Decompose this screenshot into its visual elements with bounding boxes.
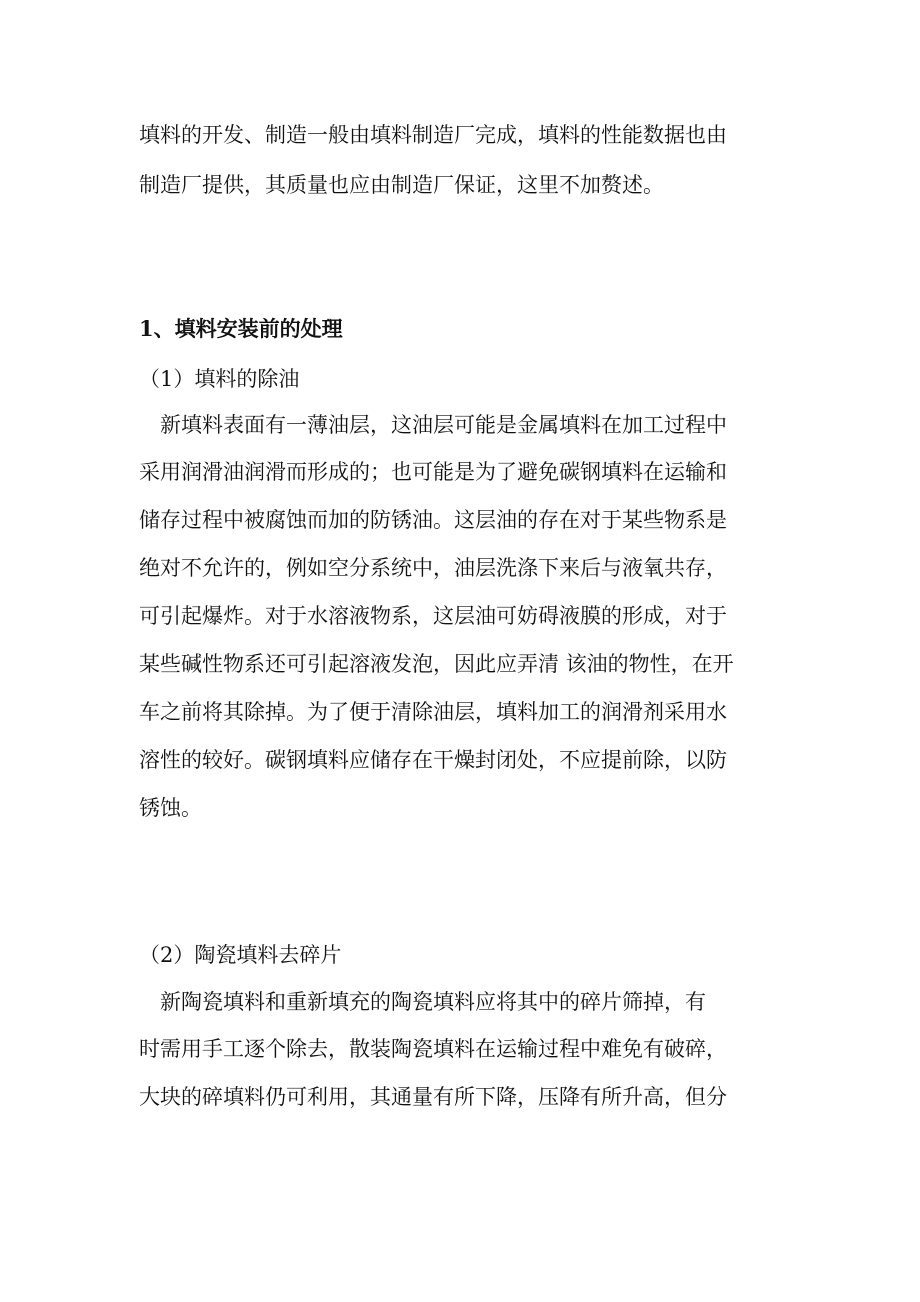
paragraph-line: 可引起爆炸。对于水溶液物系，这层油可妨碍液膜的形成，对于 [139, 604, 727, 628]
intro-line-2: 制造厂提供，其质量也应由制造厂保证，这里不加赘述。 [139, 173, 664, 197]
subsection-title-degreasing: （1）填料的除油 [139, 367, 300, 391]
paragraph-line: 时需用手工逐个除去，散装陶瓷填料在运输过程中难免有破碎， [139, 1037, 727, 1061]
paragraph-line: 锈蚀。 [139, 796, 202, 820]
paragraph-line: 某些碱性物系还可引起溶液发泡，因此应弄清 该油的物性，在开 [139, 652, 734, 676]
subsection-title-ceramic: （2）陶瓷填料去碎片 [139, 943, 342, 967]
paragraph-line: 车之前将其除掉。为了便于清除油层，填料加工的润滑剂采用水 [139, 700, 727, 724]
paragraph-line: 绝对不允许的，例如空分系统中，油层洗涤下来后与液氧共存， [139, 556, 727, 580]
paragraph-line: 储存过程中被腐蚀而加的防锈油。这层油的存在对于某些物系是 [139, 508, 727, 532]
paragraph-line: 溶性的较好。碳钢填料应储存在干燥封闭处，不应提前除，以防 [139, 748, 727, 772]
section-heading: 1、填料安装前的处理 [139, 316, 343, 341]
paragraph-line: 新陶瓷填料和重新填充的陶瓷填料应将其中的碎片筛掉，有 [139, 990, 706, 1014]
paragraph-line: 采用润滑油润滑而形成的；也可能是为了避免碳钢填料在运输和 [139, 460, 727, 484]
intro-line-1: 填料的开发、制造一般由填料制造厂完成，填料的性能数据也由 [139, 123, 727, 147]
paragraph-line: 大块的碎填料仍可利用，其通量有所下降，压降有所升高，但分 [139, 1085, 727, 1109]
paragraph-line: 新填料表面有一薄油层，这油层可能是金属填料在加工过程中 [139, 413, 727, 437]
